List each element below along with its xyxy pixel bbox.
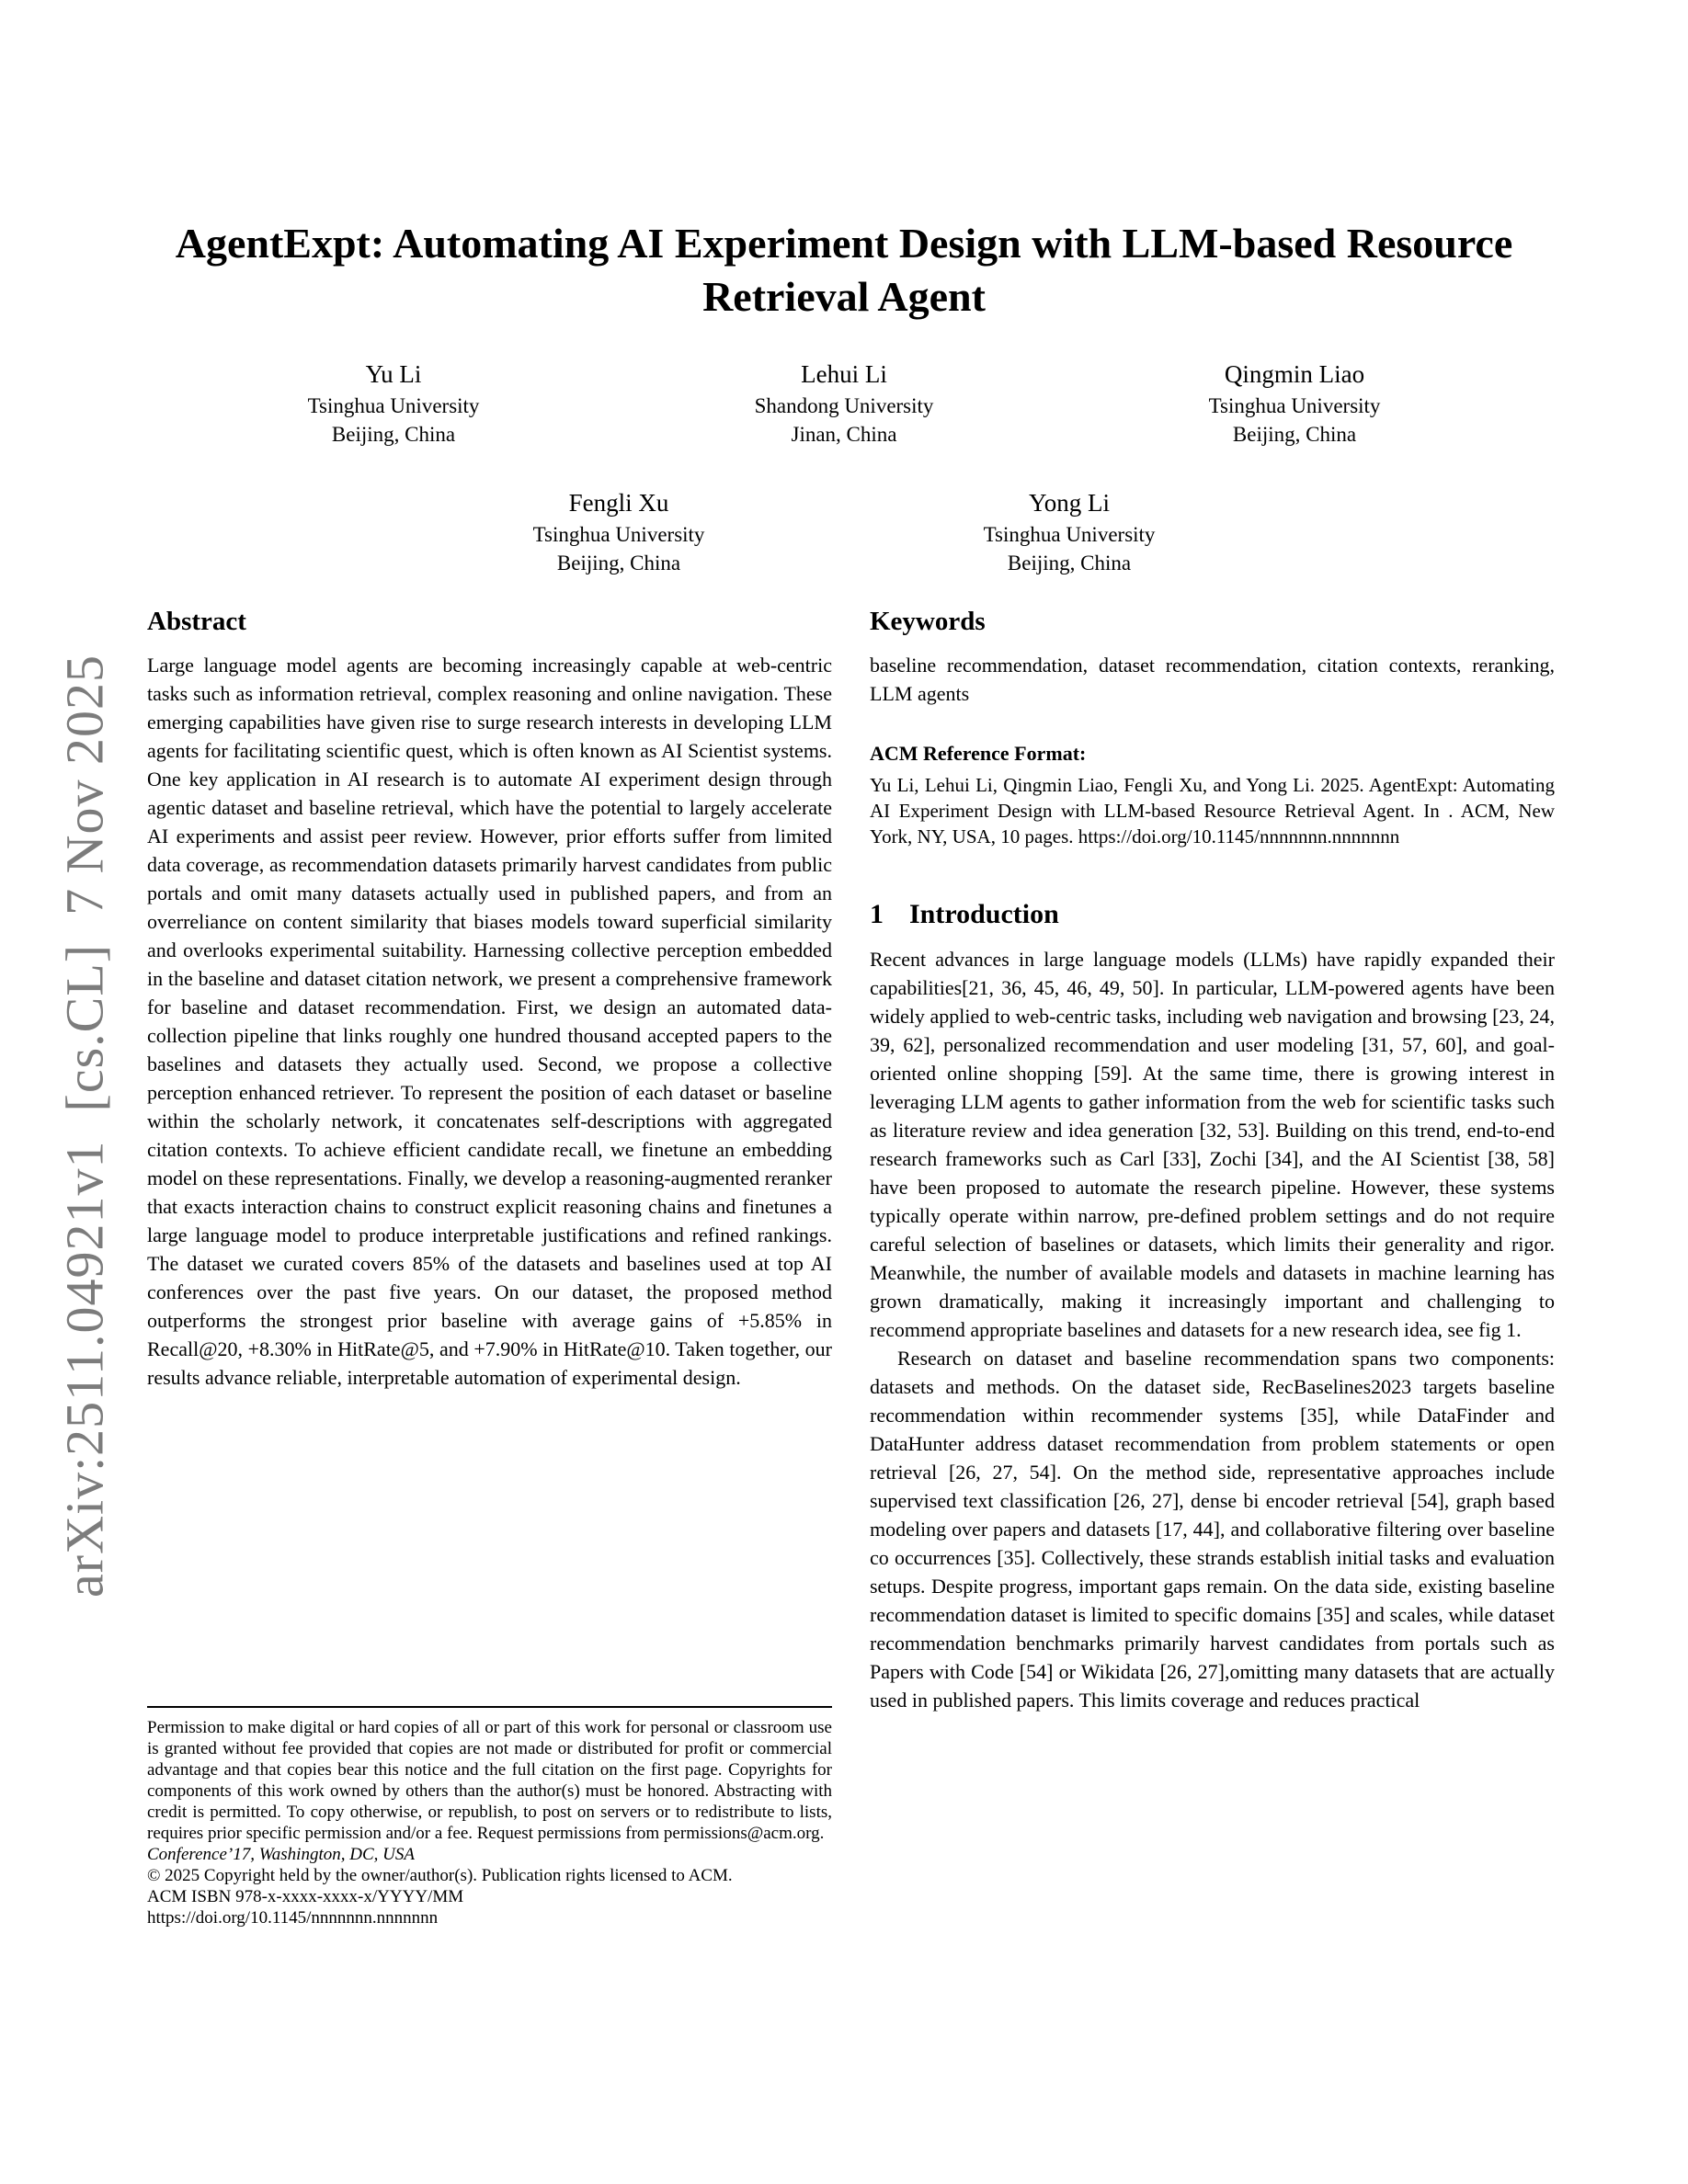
author-name: Lehui Li: [801, 360, 887, 388]
left-column: [147, 605, 832, 1392]
paper-title: AgentExpt: Automating AI Experiment Design with LLM-based Resource Retrieval Agent: [175, 220, 1513, 320]
author-city: Beijing, China: [556, 552, 681, 574]
keywords-text: baseline recommendation, dataset recommendation, citation contexts, reranking, LLM agents: [870, 654, 1555, 705]
section-title: Introduction: [909, 899, 1059, 929]
author-city: Jinan, China: [791, 423, 897, 446]
author-affiliation: Tsinghua University: [1208, 394, 1381, 417]
introduction-paragraph-1: Recent advances in large language models (LLMs) have rapidly expanded their capabilities[21, 36, 45, 46, 49, 50]. In particular, LLM-powered agents have been widely applied to web-centric tasks, including web navigation and browsing [23, 24, 39, 62], personalized recommendation and user modeling [31, 57, 60], and goal-oriented online shopping [59]. At the same time, there is growing interest in leveraging LLM agents to gather information from the web for scientific tasks such as literature review and idea generation [32, 53]. Building on this trend, end-to-end research frameworks such as Carl [33], Zochi [34], and the AI Scientist [38, 58] have been proposed to automate the research pipeline. However, these systems typically operate within narrow, pre-defined problem settings and do not require careful selection of baselines or datasets, which limits their generality and rigor. Meanwhile, the number of available models and datasets in machine learning has grown dramatically, making it increasingly important and challenging to recommend appropriate baselines and datasets for a new research idea, see fig 1.: [870, 948, 1555, 1341]
permission-footnote: [147, 1706, 832, 1928]
author-city: Beijing, China: [331, 423, 456, 446]
author-affiliation: Shandong University: [754, 394, 934, 417]
author-name: Yong Li: [1028, 489, 1111, 517]
author-block: [393, 485, 844, 577]
acm-reference-heading: ACM Reference Format:: [870, 742, 1087, 765]
permission-notice: Permission to make digital or hard copies of all or part of this work for personal or classroom use is granted without fee provided that copies are not made or distributed for profit or commercial advantage and that copies bear this notice and the full citation on the first page. Copyrights for components of this work owned by others than the author(s) must be honored. Abstracting with credit is permitted. To copy otherwise, or republish, to post on servers or to redistribute to lists, requires prior specific permission and/or a fee. Request permissions from permissions@acm.org.: [147, 1718, 832, 1843]
copyright-line: © 2025 Copyright held by the owner/author(s). Publication rights licensed to ACM.: [147, 1866, 733, 1885]
right-column: [870, 605, 1555, 1714]
introduction-heading: [870, 897, 1555, 932]
isbn-line: ACM ISBN 978-x-xxxx-xxxx-x/YYYY/MM: [147, 1887, 464, 1906]
author-name: Fengli Xu: [568, 489, 669, 517]
author-block: [1069, 357, 1520, 449]
arxiv-watermark: arXiv:2511.04921v1 [cs.CL] 7 Nov 2025: [54, 654, 115, 1598]
abstract-text: Large language model agents are becoming increasingly capable at web-centric tasks such as information retrieval, complex reasoning and online navigation. These emerging capabilities have given rise to surge research interests in developing LLM agents for facilitating scientific quest, which is often known as AI Scientist systems. One key application in AI research is to automate AI experiment design through agentic dataset and baseline retrieval, which have the potential to largely accelerate AI experiments and assist peer review. However, prior efforts suffer from limited data coverage, as recommendation datasets primarily harvest candidates from public portals and omit many datasets actually used in published papers, and from an overreliance on content similarity that biases models toward superficial similarity and overlooks experimental suitability. Harnessing collective perception embedded in the baseline and dataset citation network, we present a comprehensive framework for baseline and dataset recommendation. First, we design an automated data-collection pipeline that links roughly one hundred thousand accepted papers to the baselines and datasets they actually used. Second, we propose a collective perception enhanced retriever. To represent the position of each dataset or baseline within the scholarly network, it concatenates self-descriptions with aggregated citation contexts. To achieve efficient candidate recall, we finetune an embedding model on these representations. Finally, we develop a reasoning-augmented reranker that exacts interaction chains to construct explicit reasoning chains and finetunes a large language model to produce interpretable justifications and refined rankings. The dataset we curated covers 85% of the datasets and baselines used at top AI conferences over the past five years. On our dataset, the proposed method outperforms the strongest prior baseline with average gains of +5.85% in Recall@20, +8.30% in HitRate@5, and +7.90% in HitRate@10. Taken together, our results advance reliable, interpretable automation of experimental design.: [147, 654, 832, 1389]
author-name: Qingmin Liao: [1224, 360, 1365, 388]
doi-line: https://doi.org/10.1145/nnnnnnn.nnnnnnn: [147, 1908, 439, 1928]
abstract-heading: Abstract: [147, 607, 246, 636]
author-affiliation: Tsinghua University: [983, 523, 1156, 546]
author-city: Beijing, China: [1232, 423, 1357, 446]
conference-line: Conference’17, Washington, DC, USA: [147, 1845, 415, 1864]
section-number: 1: [870, 899, 884, 929]
author-name: Yu Li: [365, 360, 422, 388]
author-affiliation: Tsinghua University: [307, 394, 480, 417]
authors-row-2: [393, 485, 1295, 577]
author-block: [844, 485, 1295, 577]
author-city: Beijing, China: [1007, 552, 1132, 574]
author-block: [619, 357, 1069, 449]
acm-reference-text: Yu Li, Lehui Li, Qingmin Liao, Fengli Xu, and Yong Li. 2025. AgentExpt: Automating AI Experiment Design with LLM-based Resource Retrieval Agent. In . ACM, New York, NY, USA, 10 pages. https://doi.org/10.1145/nnnnnnn.nnnnnnn: [870, 774, 1555, 847]
keywords-heading: Keywords: [870, 607, 986, 636]
author-block: [168, 357, 619, 449]
authors-row-1: [168, 357, 1520, 449]
introduction-paragraph-2: Research on dataset and baseline recommendation spans two components: datasets and methods. On the dataset side, RecBaselines2023 targets baseline recommendation within recommender systems [35], while DataFinder and DataHunter address dataset recommendation from problem statements or open retrieval [26, 27, 54]. On the method side, representative approaches include supervised text classification [26, 27], dense bi encoder retrieval [54], graph based modeling over papers and datasets [17, 44], and collaborative filtering over baseline co occurrences [35]. Collectively, these strands establish initial tasks and evaluation setups. Despite progress, important gaps remain. On the data side, existing baseline recommendation dataset is limited to specific domains [35] and scales, while dataset recommendation benchmarks primarily harvest candidates from portals such as Papers with Code [54] or Wikidata [26, 27],omitting many datasets that are actually used in published papers. This limits coverage and reduces practical: [870, 1347, 1555, 1712]
author-affiliation: Tsinghua University: [532, 523, 705, 546]
